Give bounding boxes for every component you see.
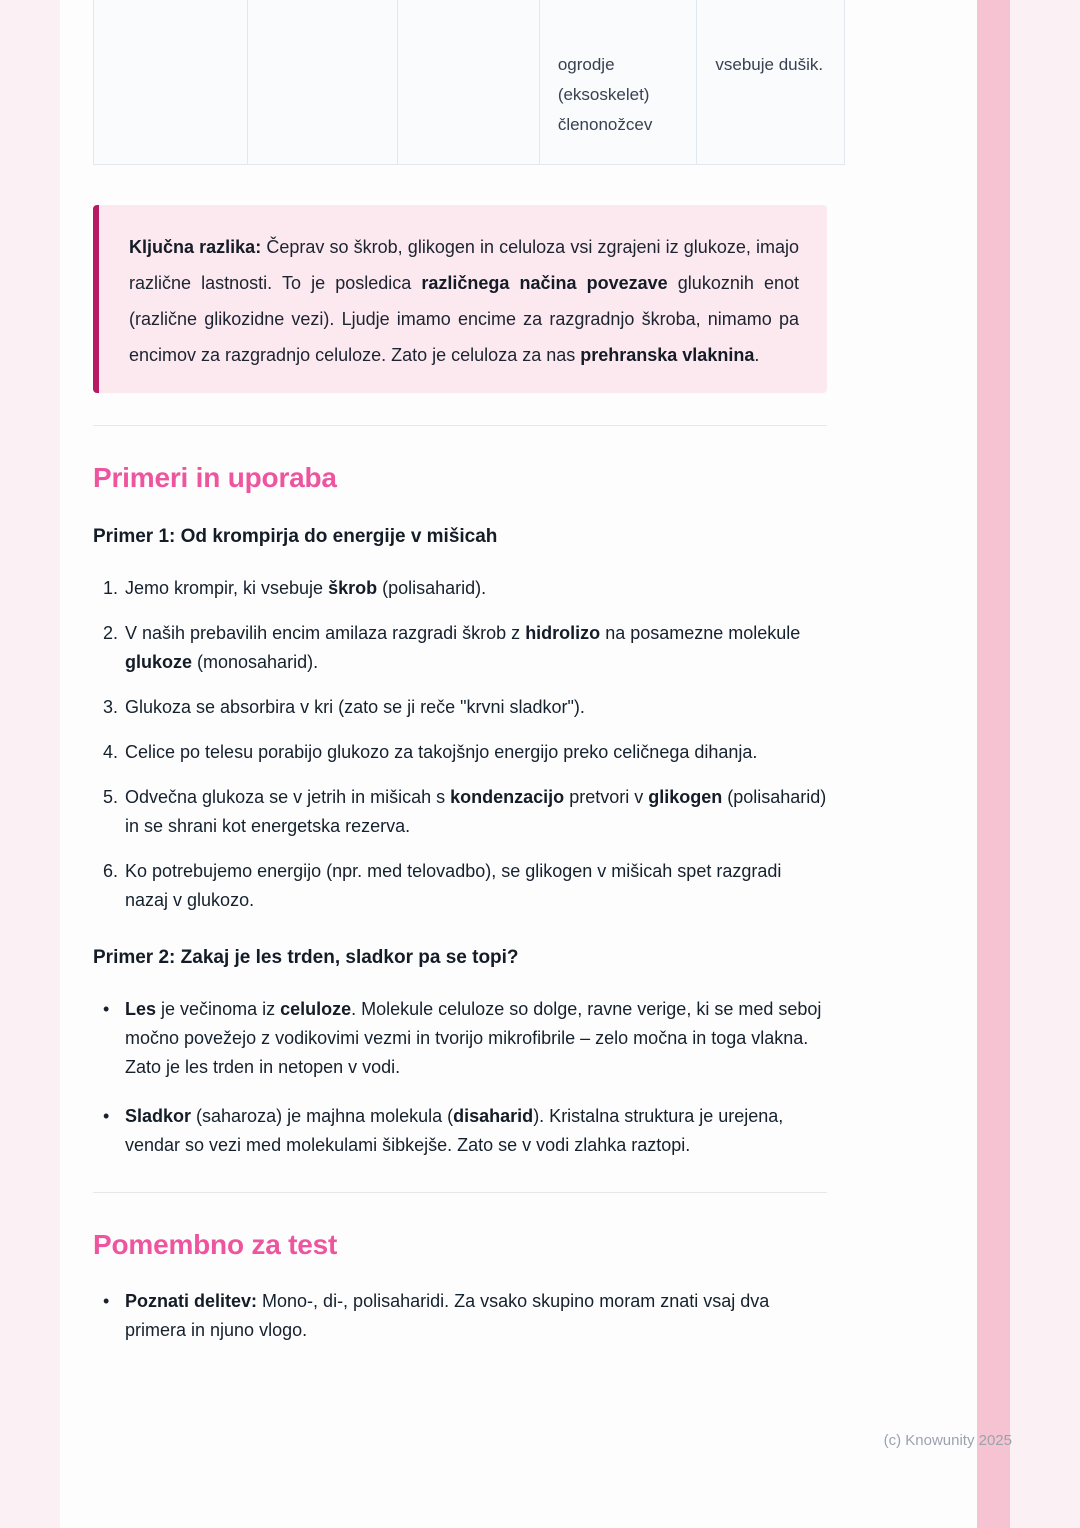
table-cell	[248, 0, 399, 164]
section-title-examples: Primeri in uporaba	[93, 462, 337, 493]
footer-credit: (c) Knowunity 2025	[883, 1432, 1012, 1449]
test-list	[93, 1287, 878, 1345]
list-item	[93, 1102, 827, 1160]
list-marker: 3.	[103, 697, 119, 717]
list-item	[93, 574, 827, 603]
callout-text: Ključna razlika: Čeprav so škrob, glikogen in celuloza vsi zgrajeni iz glukoze, imajo različne lastnosti. To je posledica različnega načina povezave glukoznih enot (različne glikozidne vezi). Ljudje imamo encime za razgradnjo škroba, nimamo pa encimov za razgradnjo celuloze. Zato je celuloza za nas prehranska vlaknina.	[129, 237, 799, 365]
list-item-text: V naših prebavilih encim amilaza razgradi škrob z hidrolizo na posamezne molekule glukoze (monosaharid).	[125, 623, 801, 672]
list-item-text: Odvečna glukoza se v jetrih in mišicah s kondenzacijo pretvori v glikogen (polisaharid) in se shrani kot energetska rezerva.	[125, 787, 827, 836]
bullet-marker: •	[103, 1291, 110, 1311]
list-item	[93, 738, 827, 767]
table-cell: ogrodje (eksoskelet) členonožcev	[540, 0, 698, 164]
pink-stripe	[977, 0, 1010, 1528]
primer2-heading: Primer 2: Zakaj je les trden, sladkor pa se topi?	[93, 947, 519, 968]
list-item-text: Les je večinoma iz celuloze. Molekule celuloze so dolge, ravne verige, ki se med seboj močno povežejo z vodikovimi vezmi in tvorijo mikrofibrile – zelo močna in toga vlakna. Zato je les trden in netopen v vodi.	[125, 999, 822, 1077]
list-item-text: Celice po telesu porabijo glukozo za takojšnjo energijo preko celičnega dihanja.	[125, 742, 758, 762]
list-marker: 6.	[103, 861, 119, 881]
table-cell	[94, 0, 248, 164]
table-cell	[398, 0, 540, 164]
primer1-heading: Primer 1: Od krompirja do energije v mišicah	[93, 526, 498, 547]
primer1-list	[93, 574, 878, 915]
bullet-marker: •	[103, 999, 110, 1019]
page-content	[60, 0, 878, 1345]
table-cell: vsebuje dušik.	[715, 55, 824, 74]
list-item	[93, 1287, 827, 1345]
list-item	[93, 619, 827, 677]
section-divider	[93, 425, 827, 426]
section-divider	[93, 1192, 827, 1193]
key-difference-callout	[93, 205, 827, 393]
section-title-test: Pomembno za test	[93, 1229, 338, 1260]
list-marker: 5.	[103, 787, 119, 807]
bullet-marker: •	[103, 1106, 110, 1126]
list-item-text: Glukoza se absorbira v kri (zato se ji reče "krvni sladkor").	[125, 697, 585, 717]
list-marker: 1.	[103, 578, 119, 598]
list-item	[93, 995, 827, 1082]
list-item-text: Poznati delitev: Mono-, di-, polisaharidi. Za vsako skupino moram znati vsaj dva primera in njuno vlogo.	[125, 1291, 770, 1340]
list-marker: 4.	[103, 742, 119, 762]
list-item	[93, 693, 827, 722]
table-cutoff	[93, 0, 845, 165]
primer2-list	[93, 995, 878, 1160]
page-sheet	[60, 0, 977, 1528]
list-item-text: Sladkor (saharoza) je majhna molekula (disaharid). Kristalna struktura je urejena, vendar so vezi med molekulami šibkejše. Zato se v vodi zlahka raztopi.	[125, 1106, 784, 1155]
list-item-text: Jemo krompir, ki vsebuje škrob (polisaharid).	[125, 578, 487, 598]
list-item	[93, 857, 827, 915]
list-marker: 2.	[103, 623, 119, 643]
list-item-text: Ko potrebujemo energijo (npr. med telovadbo), se glikogen v mišicah spet razgradi nazaj v glukozo.	[125, 861, 782, 910]
list-item	[93, 783, 827, 841]
